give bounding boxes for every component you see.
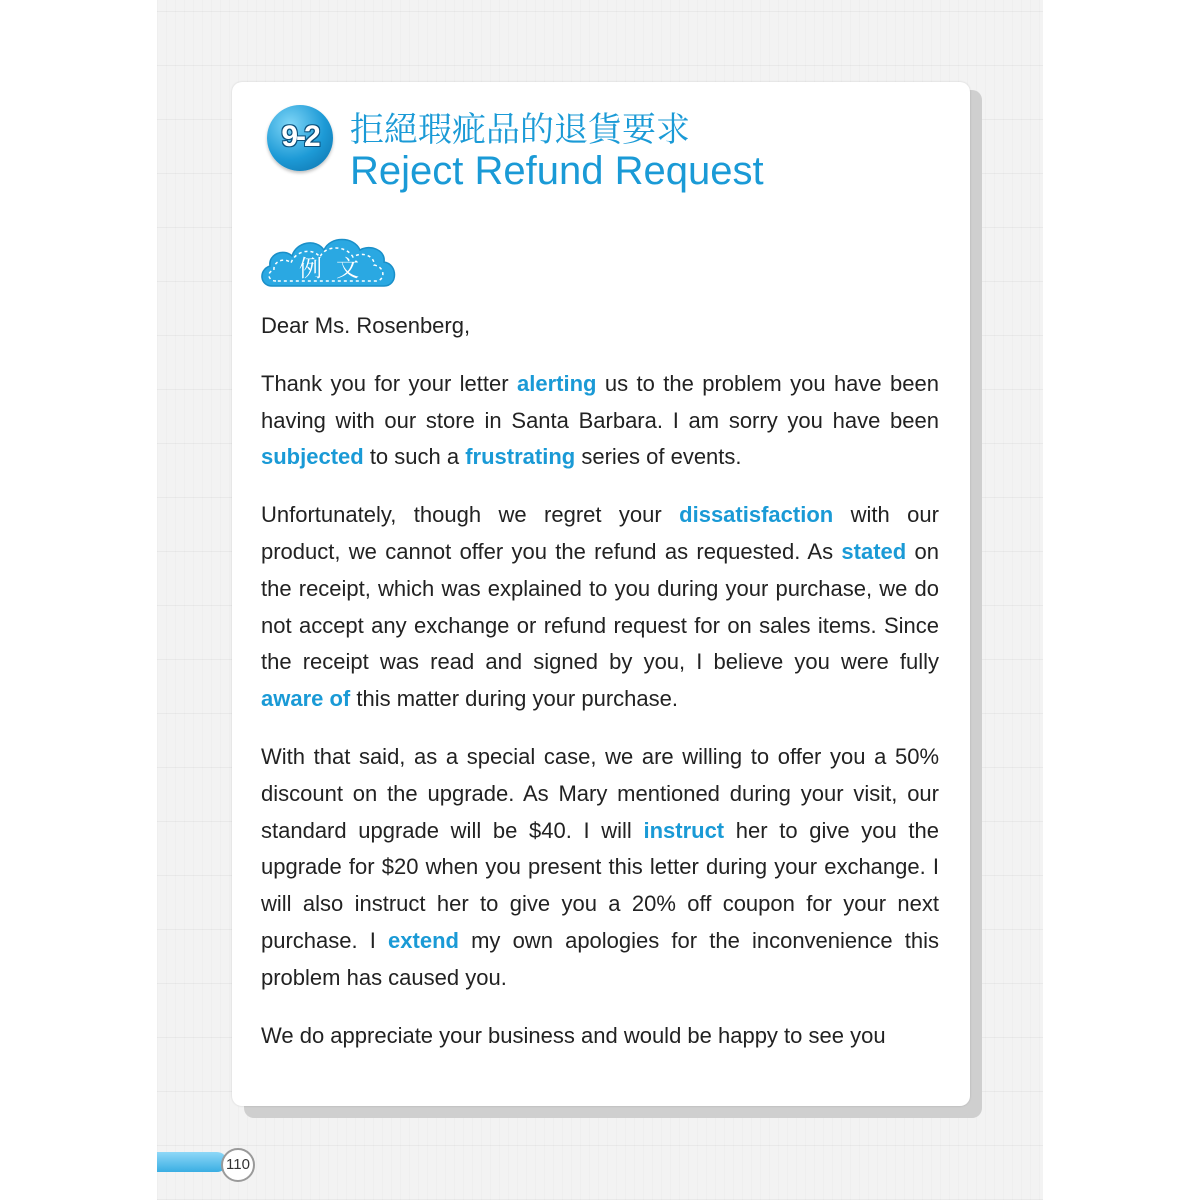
footer-bar	[157, 1152, 227, 1172]
page-number: 110	[221, 1148, 255, 1182]
paragraph-text: my own apologies for the inconvenience this problem has caused you.	[261, 927, 940, 990]
vocabulary-keyword: frustrating	[465, 444, 576, 470]
letter-paragraph	[261, 739, 939, 997]
vocabulary-keyword: subjected	[261, 444, 364, 470]
paragraph-text: her to give you the upgrade for $20 when you present this letter during your exchange. I will also instruct her to give you a 20% off coupon for your next purchase. I	[261, 817, 939, 953]
letter-paragraphs	[261, 366, 939, 1055]
vocabulary-keyword: dissatisfaction	[679, 502, 834, 528]
paragraph-text: us to the problem you have been having with our store in Santa Barbara. I am sorry you have been	[261, 370, 939, 433]
vocabulary-keyword: stated	[841, 538, 907, 564]
paragraph-text: on the receipt, which was explained to you during your purchase, we do not accept any exchange or refund request for on sales items. Since the receipt was read and signed by you, I believe you were fully	[261, 538, 939, 675]
vocabulary-keyword: alerting	[516, 370, 597, 396]
paragraph-text: We do appreciate your business and would be happy to see you	[261, 1022, 886, 1048]
paragraph-text: series of events.	[575, 444, 742, 470]
paragraph-text: with our product, we cannot offer you the refund as requested. As	[261, 502, 939, 564]
letter-paragraph	[261, 1018, 939, 1055]
vocabulary-keyword: aware of	[261, 686, 351, 712]
page-title-english: Reject Refund Request	[350, 149, 764, 193]
vocabulary-keyword: extend	[388, 927, 459, 953]
paragraph-text: this matter during your purchase.	[350, 686, 678, 712]
section-label: 例文	[299, 256, 373, 282]
page-title-chinese: 拒絕瑕疵品的退貨要求	[350, 110, 690, 150]
paragraph-text: Unfortunately, though we regret your	[261, 502, 680, 528]
salutation: Dear Ms. Rosenberg,	[261, 313, 471, 338]
paragraph-text: to such a	[363, 444, 466, 470]
letter-paragraph	[261, 366, 939, 476]
vocabulary-keyword: instruct	[643, 817, 725, 843]
paragraph-text: With that said, as a special case, we are willing to offer you a 50% discount on the upgrade. As Mary mentioned during your visit, our standard upgrade will be $40. I will	[261, 743, 939, 843]
letter-body	[261, 308, 939, 1075]
letter-paragraph	[261, 497, 939, 718]
paragraph-text: Thank you for your letter	[261, 370, 517, 396]
section-number: 9-2	[281, 120, 319, 153]
section-number-badge	[267, 105, 333, 171]
